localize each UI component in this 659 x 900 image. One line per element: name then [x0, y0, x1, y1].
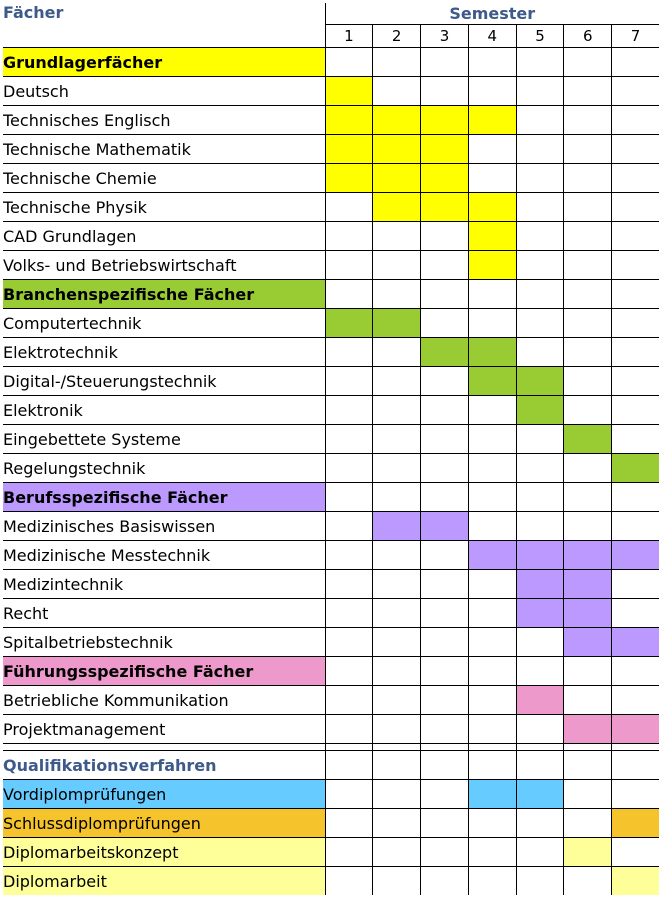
semester-cell: [373, 367, 421, 396]
semester-cell: [421, 367, 469, 396]
semester-cell: [516, 780, 564, 809]
semester-cell: [373, 751, 421, 780]
spacer-row: [3, 744, 659, 751]
semester-number: 4: [468, 25, 516, 48]
semester-cell: [516, 628, 564, 657]
semester-cell: [468, 251, 516, 280]
category-label: Branchenspezifische Fächer: [3, 280, 325, 309]
semester-cell: [612, 715, 659, 744]
subject-label: Technische Mathematik: [3, 135, 325, 164]
section-title: Qualifikationsverfahren: [3, 751, 325, 780]
semester-cell: [612, 193, 659, 222]
subject-row: [3, 454, 659, 483]
semester-cell: [516, 367, 564, 396]
semester-cell: [421, 280, 469, 309]
semester-cell: [468, 809, 516, 838]
semester-cell: [516, 541, 564, 570]
semester-cell: [468, 657, 516, 686]
semester-cell: [612, 367, 659, 396]
category-row: [3, 48, 659, 77]
subject-label: Volks- und Betriebswirtschaft: [3, 251, 325, 280]
semester-cell: [612, 744, 659, 751]
semester-cell: [564, 512, 612, 541]
semester-cell: [421, 599, 469, 628]
header-row: [3, 3, 659, 25]
semester-title: Semester: [325, 3, 659, 25]
semester-cell: [325, 251, 373, 280]
semester-cell: [516, 222, 564, 251]
semester-cell: [373, 715, 421, 744]
subject-label: Vordiplomprüfungen: [3, 780, 325, 809]
subject-label: Digital-/Steuerungstechnik: [3, 367, 325, 396]
subject-row: [3, 338, 659, 367]
semester-cell: [564, 106, 612, 135]
subject-row: [3, 715, 659, 744]
subject-label: Elektronik: [3, 396, 325, 425]
semester-cell: [325, 483, 373, 512]
semester-cell: [421, 657, 469, 686]
semester-cell: [564, 135, 612, 164]
semester-cell: [325, 780, 373, 809]
semester-cell: [468, 48, 516, 77]
semester-cell: [325, 77, 373, 106]
semester-cell: [325, 838, 373, 867]
subject-label: Diplomarbeit: [3, 867, 325, 896]
semester-cell: [468, 867, 516, 896]
semester-cell: [516, 251, 564, 280]
subject-row: [3, 867, 659, 896]
semester-cell: [564, 251, 612, 280]
semester-number: 3: [421, 25, 469, 48]
semester-cell: [516, 512, 564, 541]
semester-cell: [373, 512, 421, 541]
semester-cell: [421, 809, 469, 838]
subject-label: Schlussdiplomprüfungen: [3, 809, 325, 838]
subject-label: Betriebliche Kommunikation: [3, 686, 325, 715]
semester-cell: [564, 454, 612, 483]
subject-row: [3, 367, 659, 396]
semester-cell: [325, 338, 373, 367]
semester-cell: [468, 280, 516, 309]
category-row: [3, 280, 659, 309]
semester-cell: [612, 251, 659, 280]
subject-row: [3, 570, 659, 599]
semester-cell: [564, 222, 612, 251]
semester-cell: [373, 77, 421, 106]
semester-cell: [564, 599, 612, 628]
semester-cell: [516, 77, 564, 106]
semester-cell: [564, 541, 612, 570]
subject-label: Technisches Englisch: [3, 106, 325, 135]
semester-cell: [373, 251, 421, 280]
semester-cell: [564, 338, 612, 367]
semester-cell: [421, 570, 469, 599]
category-label: Berufsspezifische Fächer: [3, 483, 325, 512]
semester-cell: [325, 657, 373, 686]
semester-cell: [612, 106, 659, 135]
semester-cell: [373, 106, 421, 135]
section-title-row: [3, 751, 659, 780]
semester-number: 1: [325, 25, 373, 48]
semester-cell: [468, 628, 516, 657]
subjects-title: Fächer: [3, 3, 325, 48]
semester-cell: [373, 599, 421, 628]
semester-cell: [421, 483, 469, 512]
spacer-cell: [3, 744, 325, 751]
semester-cell: [468, 744, 516, 751]
semester-cell: [421, 780, 469, 809]
semester-cell: [516, 193, 564, 222]
semester-cell: [612, 599, 659, 628]
semester-cell: [325, 686, 373, 715]
semester-cell: [516, 686, 564, 715]
semester-cell: [421, 251, 469, 280]
semester-cell: [516, 751, 564, 780]
semester-cell: [468, 396, 516, 425]
semester-cell: [325, 425, 373, 454]
semester-cell: [468, 541, 516, 570]
semester-cell: [325, 106, 373, 135]
semester-cell: [421, 77, 469, 106]
subject-row: [3, 838, 659, 867]
semester-cell: [516, 599, 564, 628]
subject-label: Spitalbetriebstechnik: [3, 628, 325, 657]
semester-number: 5: [516, 25, 564, 48]
subject-label: Regelungstechnik: [3, 454, 325, 483]
semester-cell: [516, 338, 564, 367]
semester-cell: [564, 425, 612, 454]
semester-cell: [468, 309, 516, 338]
semester-cell: [564, 483, 612, 512]
semester-cell: [564, 48, 612, 77]
semester-cell: [421, 396, 469, 425]
subject-label: Technische Physik: [3, 193, 325, 222]
semester-cell: [516, 657, 564, 686]
category-label: Grundlagerfächer: [3, 48, 325, 77]
semester-cell: [373, 628, 421, 657]
subject-row: [3, 251, 659, 280]
semester-cell: [468, 106, 516, 135]
semester-cell: [325, 809, 373, 838]
semester-cell: [325, 744, 373, 751]
semester-cell: [421, 744, 469, 751]
semester-cell: [325, 396, 373, 425]
semester-cell: [516, 48, 564, 77]
semester-cell: [373, 483, 421, 512]
subject-row: [3, 164, 659, 193]
semester-cell: [612, 838, 659, 867]
semester-cell: [516, 396, 564, 425]
semester-cell: [516, 280, 564, 309]
semester-cell: [612, 541, 659, 570]
semester-cell: [373, 135, 421, 164]
semester-cell: [564, 838, 612, 867]
semester-cell: [516, 309, 564, 338]
semester-cell: [421, 425, 469, 454]
subject-label: Elektrotechnik: [3, 338, 325, 367]
semester-cell: [468, 135, 516, 164]
subject-row: [3, 599, 659, 628]
semester-cell: [564, 686, 612, 715]
semester-cell: [564, 744, 612, 751]
subject-label: CAD Grundlagen: [3, 222, 325, 251]
subject-label: Deutsch: [3, 77, 325, 106]
semester-cell: [612, 751, 659, 780]
semester-cell: [325, 309, 373, 338]
subject-row: [3, 77, 659, 106]
semester-cell: [421, 715, 469, 744]
semester-number: 6: [564, 25, 612, 48]
semester-cell: [516, 106, 564, 135]
semester-number: 7: [612, 25, 659, 48]
semester-cell: [612, 657, 659, 686]
semester-cell: [516, 135, 564, 164]
semester-cell: [468, 780, 516, 809]
semester-cell: [373, 838, 421, 867]
semester-cell: [612, 686, 659, 715]
semester-cell: [373, 48, 421, 77]
subject-row: [3, 809, 659, 838]
semester-cell: [612, 570, 659, 599]
semester-cell: [421, 309, 469, 338]
semester-cell: [421, 541, 469, 570]
subject-label: Projektmanagement: [3, 715, 325, 744]
semester-cell: [468, 425, 516, 454]
semester-cell: [373, 686, 421, 715]
semester-cell: [421, 222, 469, 251]
semester-cell: [373, 338, 421, 367]
semester-cell: [564, 367, 612, 396]
subject-row: [3, 396, 659, 425]
subject-label: Technische Chemie: [3, 164, 325, 193]
semester-cell: [564, 780, 612, 809]
subject-row: [3, 222, 659, 251]
semester-cell: [325, 135, 373, 164]
semester-cell: [516, 715, 564, 744]
semester-cell: [325, 570, 373, 599]
semester-cell: [612, 780, 659, 809]
subject-row: [3, 628, 659, 657]
semester-cell: [421, 106, 469, 135]
semester-cell: [564, 309, 612, 338]
subject-row: [3, 309, 659, 338]
semester-cell: [468, 454, 516, 483]
subject-row: [3, 193, 659, 222]
semester-cell: [421, 838, 469, 867]
semester-cell: [468, 751, 516, 780]
semester-cell: [468, 367, 516, 396]
semester-cell: [564, 715, 612, 744]
semester-cell: [468, 338, 516, 367]
semester-cell: [373, 280, 421, 309]
semester-cell: [373, 309, 421, 338]
semester-cell: [373, 744, 421, 751]
semester-cell: [516, 483, 564, 512]
subject-row: [3, 780, 659, 809]
subject-row: [3, 425, 659, 454]
semester-cell: [564, 396, 612, 425]
semester-cell: [468, 838, 516, 867]
semester-cell: [325, 367, 373, 396]
category-label: Führungsspezifische Fächer: [3, 657, 325, 686]
semester-cell: [325, 280, 373, 309]
semester-cell: [612, 628, 659, 657]
semester-cell: [325, 715, 373, 744]
semester-cell: [325, 222, 373, 251]
semester-cell: [468, 164, 516, 193]
semester-cell: [612, 425, 659, 454]
semester-cell: [421, 48, 469, 77]
semester-cell: [373, 193, 421, 222]
semester-cell: [468, 222, 516, 251]
semester-cell: [516, 809, 564, 838]
semester-cell: [516, 570, 564, 599]
semester-cell: [612, 512, 659, 541]
semester-cell: [564, 77, 612, 106]
semester-cell: [612, 164, 659, 193]
semester-cell: [373, 570, 421, 599]
semester-cell: [325, 541, 373, 570]
semester-cell: [516, 838, 564, 867]
semester-cell: [516, 744, 564, 751]
semester-cell: [612, 338, 659, 367]
subject-label: Medizinische Messtechnik: [3, 541, 325, 570]
semester-cell: [325, 164, 373, 193]
semester-cell: [516, 164, 564, 193]
semester-cell: [373, 809, 421, 838]
semester-cell: [421, 164, 469, 193]
semester-cell: [612, 809, 659, 838]
semester-cell: [468, 599, 516, 628]
subject-row: [3, 541, 659, 570]
category-row: [3, 657, 659, 686]
semester-cell: [373, 222, 421, 251]
semester-cell: [468, 686, 516, 715]
semester-cell: [564, 751, 612, 780]
category-row: [3, 483, 659, 512]
semester-cell: [516, 867, 564, 896]
subject-row: [3, 106, 659, 135]
semester-cell: [373, 657, 421, 686]
semester-cell: [612, 454, 659, 483]
semester-cell: [564, 193, 612, 222]
semester-cell: [612, 867, 659, 896]
semester-cell: [612, 483, 659, 512]
semester-cell: [421, 751, 469, 780]
subject-label: Diplomarbeitskonzept: [3, 838, 325, 867]
semester-cell: [325, 454, 373, 483]
semester-cell: [325, 628, 373, 657]
semester-cell: [612, 396, 659, 425]
semester-cell: [421, 135, 469, 164]
subject-row: [3, 512, 659, 541]
semester-cell: [468, 570, 516, 599]
semester-cell: [421, 867, 469, 896]
semester-cell: [325, 751, 373, 780]
semester-cell: [564, 164, 612, 193]
semester-cell: [564, 867, 612, 896]
semester-cell: [325, 512, 373, 541]
semester-cell: [373, 396, 421, 425]
semester-cell: [564, 628, 612, 657]
semester-cell: [373, 425, 421, 454]
semester-cell: [373, 541, 421, 570]
subject-row: [3, 135, 659, 164]
semester-cell: [468, 512, 516, 541]
semester-cell: [325, 867, 373, 896]
semester-cell: [612, 135, 659, 164]
semester-cell: [421, 628, 469, 657]
subject-label: Recht: [3, 599, 325, 628]
semester-cell: [564, 280, 612, 309]
semester-cell: [612, 77, 659, 106]
subject-row: [3, 686, 659, 715]
subject-label: Computertechnik: [3, 309, 325, 338]
curriculum-table: [3, 3, 659, 895]
semester-cell: [564, 570, 612, 599]
semester-cell: [564, 657, 612, 686]
semester-cell: [325, 193, 373, 222]
semester-cell: [516, 454, 564, 483]
semester-cell: [421, 454, 469, 483]
semester-cell: [373, 454, 421, 483]
semester-cell: [612, 309, 659, 338]
semester-cell: [468, 77, 516, 106]
semester-cell: [468, 193, 516, 222]
semester-cell: [468, 483, 516, 512]
semester-cell: [421, 686, 469, 715]
semester-cell: [421, 338, 469, 367]
semester-number: 2: [373, 25, 421, 48]
subject-label: Medizinisches Basiswissen: [3, 512, 325, 541]
curriculum-table-body: [3, 3, 659, 895]
semester-cell: [564, 809, 612, 838]
semester-cell: [612, 48, 659, 77]
semester-cell: [373, 780, 421, 809]
semester-cell: [468, 715, 516, 744]
semester-cell: [421, 193, 469, 222]
semester-cell: [421, 512, 469, 541]
semester-cell: [612, 222, 659, 251]
semester-cell: [612, 280, 659, 309]
semester-cell: [373, 164, 421, 193]
subject-label: Medizintechnik: [3, 570, 325, 599]
semester-cell: [373, 867, 421, 896]
semester-cell: [325, 599, 373, 628]
subject-label: Eingebettete Systeme: [3, 425, 325, 454]
semester-cell: [516, 425, 564, 454]
semester-cell: [325, 48, 373, 77]
